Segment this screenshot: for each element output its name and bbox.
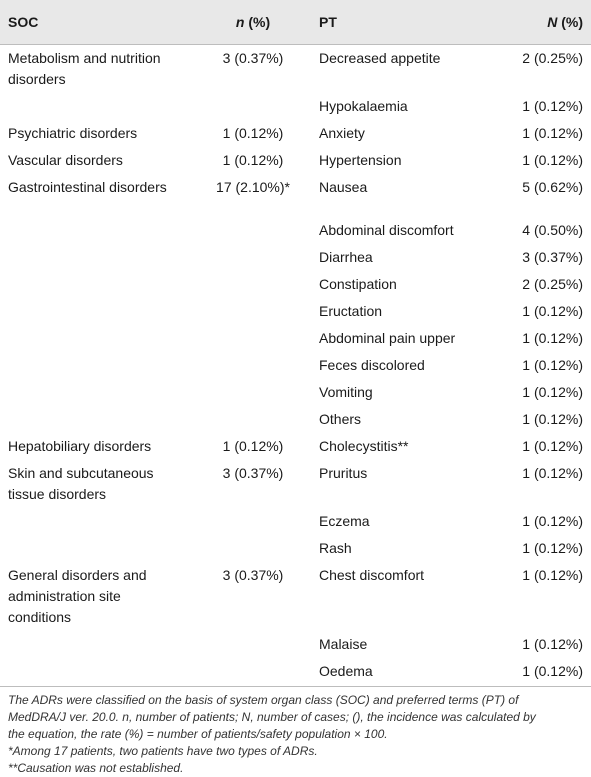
cell-pt: Abdominal pain upper	[319, 330, 456, 346]
table-row	[0, 174, 591, 217]
cell-soc	[0, 244, 195, 271]
cell-soc	[0, 535, 195, 562]
cell-soc	[0, 658, 195, 687]
cell-soc: General disorders and administration site conditions	[8, 567, 147, 625]
cell-n-percent: 17 (2.10%)*	[216, 179, 290, 195]
cell-N-percent: 1 (0.12%)	[522, 357, 583, 373]
header-n-percent	[195, 0, 311, 45]
cell-N-percent: 4 (0.50%)	[522, 222, 583, 238]
cell-n-percent	[195, 406, 311, 433]
cell-soc	[0, 298, 195, 325]
cell-n-percent: 1 (0.12%)	[222, 438, 284, 454]
cell-N-percent: 1 (0.12%)	[522, 152, 583, 168]
cell-N-percent: 1 (0.12%)	[522, 513, 583, 529]
cell-soc: Skin and subcutaneous tissue disorders	[8, 465, 154, 502]
cell-n-percent	[195, 352, 311, 379]
cell-pt: Chest discomfort	[319, 567, 425, 583]
cell-N-percent: 1 (0.12%)	[522, 330, 583, 346]
cell-N-percent: 2 (0.25%)	[522, 50, 583, 66]
cell-pt: Diarrhea	[319, 249, 373, 265]
cell-n-percent: 3 (0.37%)	[222, 567, 284, 583]
cell-N-percent: 3 (0.37%)	[522, 249, 583, 265]
cell-pt: Rash	[319, 540, 352, 556]
cell-N-percent: 1 (0.12%)	[522, 384, 583, 400]
cell-N-percent: 1 (0.12%)	[522, 125, 583, 141]
table-row	[0, 120, 591, 147]
cell-pt: Malaise	[319, 636, 368, 652]
cell-pt: Eructation	[319, 303, 383, 319]
table-row	[0, 406, 591, 433]
cell-soc: Gastrointestinal disorders	[8, 179, 167, 195]
cell-N-percent: 1 (0.12%)	[522, 567, 583, 583]
cell-pt: Eczema	[319, 513, 370, 529]
cell-pt: Cholecystitis**	[319, 438, 409, 454]
header-row	[0, 0, 591, 45]
table-row	[0, 93, 591, 120]
header-N-unit: (%)	[557, 14, 583, 30]
cell-soc	[0, 325, 195, 352]
cell-soc	[0, 379, 195, 406]
cell-n-percent	[195, 93, 311, 120]
cell-n-percent	[195, 658, 311, 687]
cell-N-percent: 1 (0.12%)	[522, 465, 583, 481]
cell-N-percent: 1 (0.12%)	[522, 411, 583, 427]
cell-pt: Hypokalaemia	[319, 98, 408, 114]
cell-soc: Vascular disorders	[8, 152, 123, 168]
cell-N-percent: 2 (0.25%)	[522, 276, 583, 292]
cell-N-percent: 1 (0.12%)	[522, 636, 583, 652]
header-N-label: N	[547, 14, 558, 30]
table-header	[0, 0, 591, 45]
cell-pt: Others	[319, 411, 362, 427]
cell-soc	[0, 271, 195, 298]
cell-pt: Hypertension	[319, 152, 402, 168]
cell-soc	[0, 406, 195, 433]
table-row	[0, 45, 591, 94]
table-row	[0, 535, 591, 562]
table-row	[0, 508, 591, 535]
cell-pt: Oedema	[311, 658, 502, 687]
cell-pt: Constipation	[319, 276, 397, 292]
table-row	[0, 325, 591, 352]
table-body	[0, 45, 591, 687]
table-row	[0, 433, 591, 460]
cell-pt: Decreased appetite	[319, 50, 441, 66]
table-row	[0, 352, 591, 379]
table-row	[0, 271, 591, 298]
cell-pt: Abdominal discomfort	[319, 222, 454, 238]
table-row	[0, 658, 591, 687]
table-row	[0, 147, 591, 174]
table-row	[0, 244, 591, 271]
cell-pt: Feces discolored	[319, 357, 425, 373]
header-n-unit: (%)	[244, 14, 271, 30]
cell-pt: Pruritus	[319, 465, 368, 481]
cell-n-percent: 1 (0.12%)	[222, 125, 284, 141]
cell-n-percent: 3 (0.37%)	[222, 50, 284, 66]
footnote-double-asterisk: **Causation was not established.	[8, 761, 184, 775]
cell-N-percent: 1 (0.12%)	[522, 540, 583, 556]
cell-soc	[0, 352, 195, 379]
footnote-main: The ADRs were classified on the basis of system organ class (SOC) and preferred terms (PT) of MedDRA/J ver. 20.0. n, number of patients; N, number of cases; (), the incidence was calculated by the equation, the rate (%) = number of patients/safety population × 100.	[8, 693, 536, 741]
cell-soc	[0, 508, 195, 535]
cell-n-percent	[195, 631, 311, 658]
cell-soc: Hepatobiliary disorders	[8, 438, 152, 454]
table-row	[0, 298, 591, 325]
table-row	[0, 379, 591, 406]
cell-n-percent	[195, 379, 311, 406]
cell-n-percent	[195, 271, 311, 298]
header-soc: SOC	[0, 0, 195, 45]
cell-soc	[0, 93, 195, 120]
cell-N-percent: 1 (0.12%)	[522, 303, 583, 319]
table-row	[0, 460, 591, 508]
header-pt: PT	[311, 0, 502, 45]
cell-n-percent	[195, 325, 311, 352]
cell-soc: Metabolism and nutrition disorders	[8, 50, 161, 87]
cell-pt: Anxiety	[319, 125, 365, 141]
cell-N-percent: 1 (0.12%)	[522, 438, 583, 454]
cell-N-percent: 1 (0.12%)	[522, 98, 583, 114]
cell-soc: Psychiatric disorders	[8, 125, 138, 141]
cell-n-percent	[195, 508, 311, 535]
cell-n-percent: 1 (0.12%)	[222, 152, 284, 168]
cell-n-percent	[195, 244, 311, 271]
table-row	[0, 631, 591, 658]
cell-N-percent: 1 (0.12%)	[502, 658, 591, 687]
cell-n-percent	[195, 535, 311, 562]
table-row	[0, 217, 591, 244]
cell-soc	[0, 631, 195, 658]
cell-soc	[0, 217, 195, 244]
table-row	[0, 562, 591, 631]
cell-pt: Vomiting	[319, 384, 373, 400]
header-n-label: n	[235, 14, 245, 30]
cell-n-percent	[195, 298, 311, 325]
cell-n-percent	[195, 217, 311, 244]
header-N-percent	[502, 0, 591, 45]
cell-pt: Nausea	[319, 179, 368, 195]
table-footnotes	[0, 687, 559, 777]
cell-n-percent: 3 (0.37%)	[222, 465, 284, 481]
footnote-single-asterisk: *Among 17 patients, two patients have two types of ADRs.	[8, 744, 318, 758]
cell-N-percent: 5 (0.62%)	[522, 179, 583, 195]
